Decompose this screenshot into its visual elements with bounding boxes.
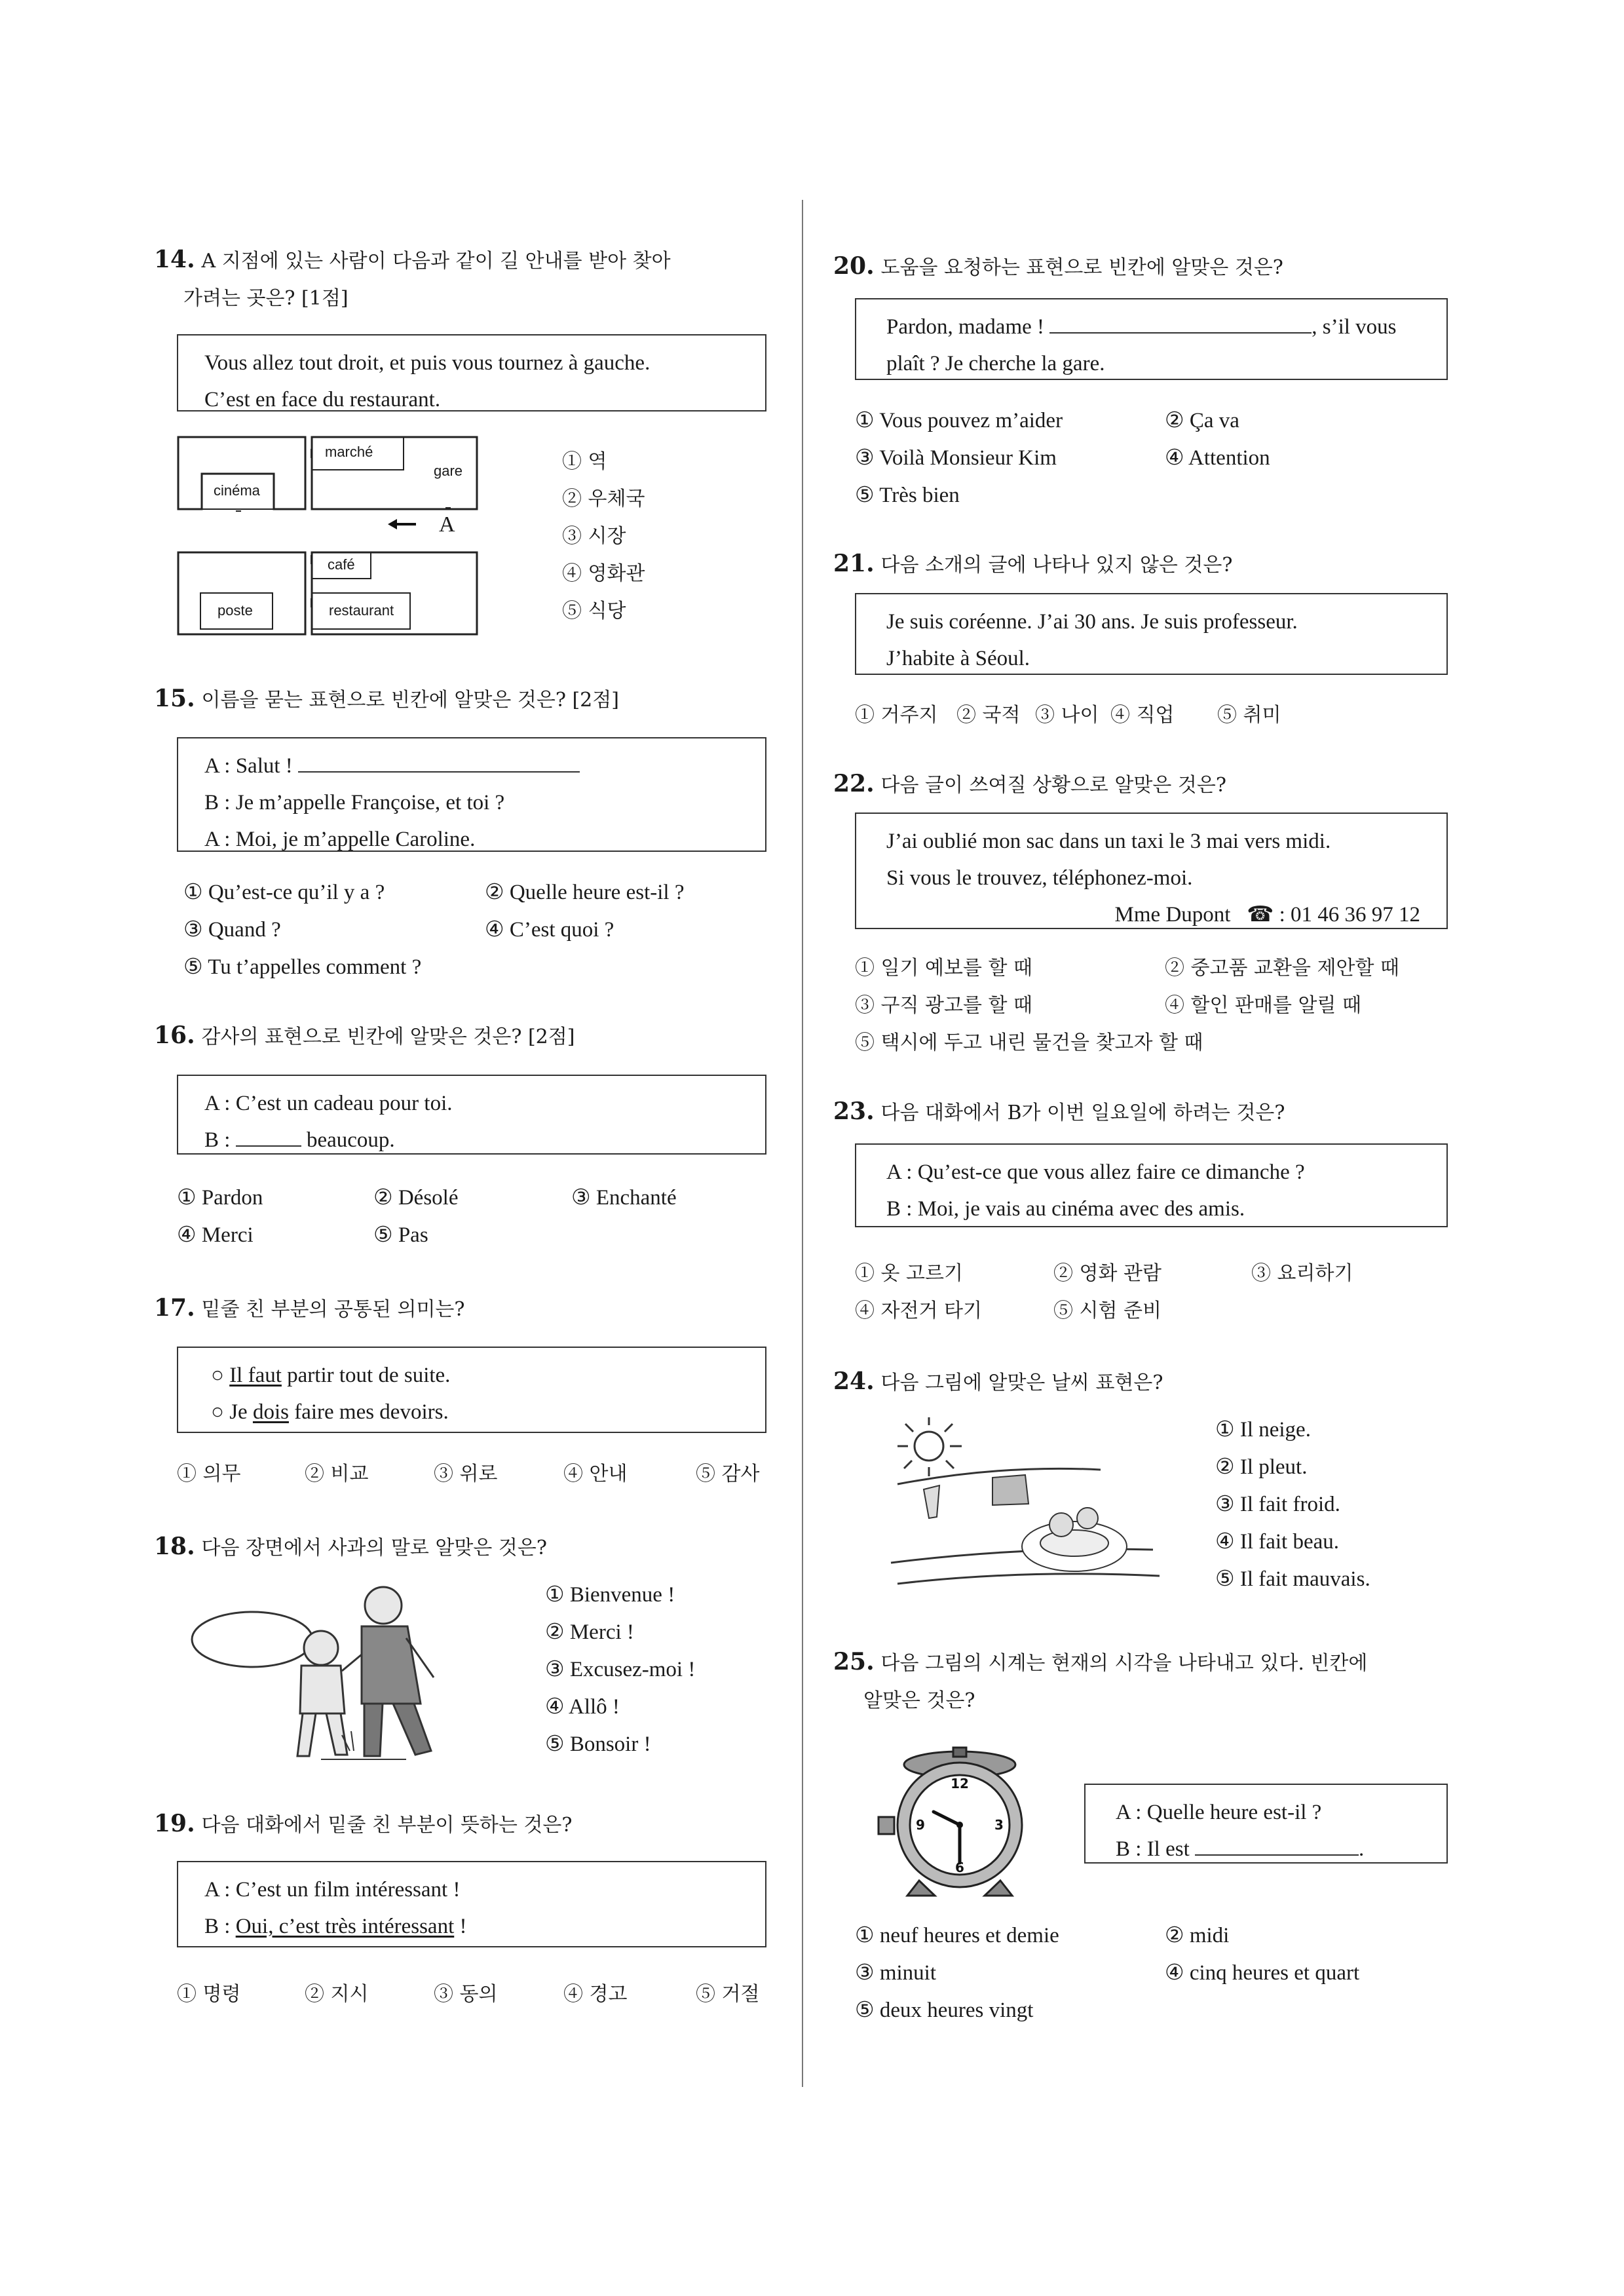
speaker: B : — [204, 1128, 236, 1152]
speaker: B : — [886, 1197, 918, 1221]
question-text: 다음 글이 쓰여질 상황으로 알맞은 것은? — [880, 774, 1226, 797]
question-25 — [833, 1643, 1367, 1682]
question-text-cont: 알맞은 것은? — [863, 1689, 975, 1712]
question-text: 다음 그림의 시계는 현재의 시각을 나타내고 있다. 빈칸에 — [880, 1652, 1368, 1675]
option-5[interactable]: ⑤ Tu t’appelles comment ? — [183, 955, 422, 979]
question-text: A 지점에 있는 사람이 다음과 같이 길 안내를 받아 찾아 — [201, 250, 671, 273]
option-1[interactable]: ① Bienvenue ! — [545, 1583, 675, 1607]
question-number: 20. — [833, 252, 875, 280]
speaker: B : — [204, 791, 236, 814]
question-20 — [833, 248, 1283, 286]
sentence-post: partir tout de suite. — [281, 1364, 451, 1387]
option-5[interactable]: ⑤ Il fait mauvais. — [1215, 1567, 1370, 1591]
question-number: 14. — [154, 246, 195, 273]
question-number: 17. — [154, 1294, 195, 1322]
box-line: Vous allez tout droit, et puis vous tournez à gauche. — [204, 351, 651, 375]
dialog-line — [204, 1908, 739, 1945]
underlined-part: Oui, c’est très intéressant — [235, 1915, 455, 1938]
box-line: J’habite à Séoul. — [886, 647, 1030, 670]
apology-illustration — [190, 1579, 472, 1769]
question-19 — [154, 1805, 572, 1844]
option-1[interactable]: ① Qu’est-ce qu’il y a ? — [183, 881, 385, 904]
option-5[interactable]: ⑤ Pas — [373, 1223, 428, 1247]
option-4[interactable]: ④ Allô ! — [545, 1695, 620, 1719]
clock-graphic — [861, 1746, 1025, 1900]
option-5[interactable]: ⑤ 택시에 두고 내린 물건을 찾고자 할 때 — [855, 1031, 1203, 1054]
box-line: plaît ? Je cherche la gare. — [886, 352, 1105, 375]
option-3[interactable]: ③ Il fait froid. — [1215, 1493, 1340, 1516]
answer-blank — [298, 752, 580, 773]
answer-blank — [1195, 1835, 1359, 1856]
option-5[interactable]: ⑤ 취미 — [1217, 704, 1281, 727]
option-3[interactable]: ③ 요리하기 — [1251, 1262, 1353, 1285]
bullet: ○ — [211, 1364, 224, 1387]
question-number: 23. — [833, 1098, 875, 1125]
dialog-line — [1116, 1794, 1420, 1831]
blank-end: . — [1359, 1837, 1365, 1861]
option-5[interactable]: ⑤ 시험 준비 — [1053, 1299, 1161, 1322]
question-text: 이름을 묻는 표현으로 빈칸에 알맞은 것은? [2점] — [201, 689, 619, 712]
intro-box — [855, 593, 1448, 675]
option-5[interactable]: ⑤ 감사 — [696, 1463, 760, 1485]
question-text: 밑줄 친 부분의 공통된 의미는? — [201, 1298, 465, 1321]
box-line: Je suis coréenne. J’ai 30 ans. Je suis professeur. — [886, 610, 1298, 634]
question-text: 다음 대화에서 B가 이번 일요일에 하려는 것은? — [880, 1101, 1285, 1124]
dialog-text: C’est un cadeau pour toi. — [235, 1092, 453, 1115]
option-4[interactable]: ④ 자전거 타기 — [855, 1299, 982, 1322]
option-3[interactable]: ③ minuit — [855, 1961, 937, 1985]
dialog-text: Moi, je m’appelle Caroline. — [235, 828, 476, 851]
option-1[interactable]: ① 의무 — [177, 1463, 241, 1485]
dialog-line — [204, 1871, 739, 1908]
option-4[interactable]: ④ 할인 판매를 알릴 때 — [1165, 994, 1361, 1017]
clock-number-9: 9 — [916, 1817, 925, 1833]
option-3[interactable]: ③ 동의 — [434, 1983, 498, 2006]
clock-number-12: 12 — [951, 1776, 969, 1791]
option-1[interactable]: ① Il neige. — [1215, 1418, 1311, 1442]
sentence-line — [211, 1357, 739, 1394]
option-2[interactable]: ② Il pleut. — [1215, 1455, 1308, 1479]
dialog-text: Qu’est-ce que vous allez faire ce dimanche ? — [917, 1160, 1305, 1184]
question-17 — [154, 1290, 465, 1328]
question-14 — [154, 241, 671, 280]
box-line: C’est en face du restaurant. — [204, 388, 441, 411]
option-1[interactable]: ① 명령 — [177, 1983, 241, 2006]
instruction-box — [177, 334, 766, 411]
underlined-part: Il faut — [229, 1364, 282, 1387]
underlined-part: dois — [252, 1400, 289, 1424]
phone-number: : 01 46 36 97 12 — [1274, 903, 1420, 927]
option-1[interactable]: ① 거주지 — [855, 704, 938, 727]
option-2[interactable]: ② 국적 — [956, 704, 1021, 727]
dialog-line — [886, 1154, 1420, 1191]
option-4[interactable]: ④ C’est quoi ? — [485, 918, 614, 942]
option-4[interactable]: ④ Merci — [177, 1223, 254, 1247]
option-2[interactable]: ② Merci ! — [545, 1620, 634, 1644]
dialog-line — [204, 821, 739, 858]
dialog-text: Moi, je vais au cinéma avec des amis. — [917, 1197, 1245, 1221]
option-3[interactable]: ③ Enchanté — [571, 1186, 677, 1210]
option-3[interactable]: ③ 시장 — [562, 525, 626, 548]
weather-illustration — [871, 1412, 1173, 1599]
question-24 — [833, 1363, 1163, 1402]
map-label-a: A — [439, 512, 455, 537]
sentence-pre: Je — [229, 1400, 253, 1424]
map-label-poste: poste — [217, 602, 253, 619]
clock-number-3: 3 — [994, 1817, 1004, 1833]
option-4[interactable]: ④ 경고 — [563, 1983, 628, 2006]
sentence-line — [211, 1394, 739, 1430]
dialog-text: Quelle heure est-il ? — [1146, 1801, 1322, 1824]
option-4[interactable]: ④ Il fait beau. — [1215, 1530, 1340, 1554]
phone-icon: ☎ — [1247, 903, 1274, 927]
option-1[interactable]: ① Pardon — [177, 1186, 263, 1210]
speaker: A : — [204, 828, 236, 851]
option-5[interactable]: ⑤ 식당 — [562, 600, 626, 622]
dialog-box — [855, 1143, 1448, 1227]
option-2[interactable]: ② midi — [1165, 1924, 1230, 1947]
street-map — [177, 436, 478, 636]
option-2[interactable]: ② 영화 관람 — [1053, 1262, 1161, 1285]
dialog-text: C’est un film intéressant ! — [235, 1878, 461, 1902]
option-4[interactable]: ④ 영화관 — [562, 562, 645, 585]
option-5[interactable]: ⑤ Très bien — [855, 484, 960, 507]
option-3[interactable]: ③ 나이 — [1035, 704, 1099, 727]
signature: Mme Dupont — [1114, 903, 1231, 927]
signature-line — [886, 896, 1420, 933]
dialog-line — [204, 748, 739, 784]
option-1[interactable]: ① 일기 예보를 할 때 — [855, 957, 1033, 980]
map-label-cafe: café — [328, 556, 355, 573]
question-21 — [833, 545, 1232, 584]
dialog-text: ! — [454, 1915, 467, 1938]
illustration-graphic — [190, 1579, 472, 1769]
question-text: 감사의 표현으로 빈칸에 알맞은 것은? [2점] — [201, 1025, 575, 1048]
option-4[interactable]: ④ Attention — [1165, 446, 1270, 470]
dialog-text: Il est — [1146, 1837, 1196, 1861]
box-line — [886, 309, 1420, 345]
dialog-box — [177, 1861, 766, 1947]
dialog-line — [204, 1085, 739, 1122]
option-4[interactable]: ④ 직업 — [1110, 704, 1175, 727]
map-label-marche: marché — [325, 444, 373, 460]
question-text: 도움을 요청하는 표현으로 빈칸에 알맞은 것은? — [880, 256, 1283, 279]
request-box — [855, 298, 1448, 380]
dialog-box — [177, 737, 766, 852]
option-1[interactable]: ① Vous pouvez m’aider — [855, 409, 1063, 432]
question-text: 다음 장면에서 사과의 말로 알맞은 것은? — [201, 1537, 547, 1559]
option-3[interactable]: ③ 구직 광고를 할 때 — [855, 994, 1033, 1017]
option-4[interactable]: ④ 안내 — [563, 1463, 628, 1485]
speaker: A : — [204, 1092, 236, 1115]
clock-number-6: 6 — [955, 1860, 964, 1875]
question-number: 18. — [154, 1533, 195, 1560]
option-2[interactable]: ② Quelle heure est-il ? — [485, 881, 685, 904]
question-number: 15. — [154, 685, 195, 712]
option-2[interactable]: ② 우체국 — [562, 488, 645, 510]
option-1[interactable]: ① 옷 고르기 — [855, 1262, 963, 1285]
option-5[interactable]: ⑤ 거절 — [696, 1983, 760, 2006]
sentence-box — [177, 1347, 766, 1433]
option-5[interactable]: ⑤ deux heures vingt — [855, 1999, 1034, 2022]
option-2[interactable]: ② 지시 — [305, 1983, 369, 2006]
box-text: Pardon, madame ! — [886, 315, 1050, 339]
illustration-graphic — [871, 1412, 1173, 1599]
option-2[interactable]: ② Ça va — [1165, 409, 1239, 432]
dialog-text: Salut ! — [235, 754, 299, 778]
question-number: 22. — [833, 770, 875, 797]
option-3[interactable]: ③ Voilà Monsieur Kim — [855, 446, 1057, 470]
option-1[interactable]: ① 역 — [562, 450, 607, 473]
column-divider — [802, 200, 803, 2087]
dialog-line — [1116, 1831, 1420, 1867]
option-3[interactable]: ③ Excusez-moi ! — [545, 1658, 696, 1681]
option-2[interactable]: ② Désolé — [373, 1186, 459, 1210]
dialog-line — [204, 1122, 739, 1158]
map-label-restaurant: restaurant — [329, 602, 394, 619]
question-15 — [154, 680, 619, 719]
option-4[interactable]: ④ cinq heures et quart — [1165, 1961, 1360, 1985]
question-23 — [833, 1093, 1285, 1132]
box-line: J’ai oublié mon sac dans un taxi le 3 mai vers midi. — [886, 830, 1331, 853]
question-text: 다음 그림에 알맞은 날씨 표현은? — [880, 1371, 1163, 1394]
question-22 — [833, 765, 1226, 804]
option-3[interactable]: ③ Quand ? — [183, 918, 281, 942]
speaker: A : — [204, 754, 236, 778]
dialog-line — [886, 1191, 1420, 1227]
speaker: B : — [1116, 1837, 1147, 1861]
speaker: A : — [1116, 1801, 1147, 1824]
note-box — [855, 813, 1448, 929]
dialog-text: beaucoup. — [301, 1128, 395, 1152]
option-2[interactable]: ② 비교 — [305, 1463, 369, 1485]
box-line: Si vous le trouvez, téléphonez-moi. — [886, 866, 1193, 890]
dialog-line — [204, 784, 739, 821]
map-label-gare: gare — [434, 463, 463, 479]
speaker: A : — [886, 1160, 918, 1184]
option-3[interactable]: ③ 위로 — [434, 1463, 498, 1485]
option-5[interactable]: ⑤ Bonsoir ! — [545, 1732, 651, 1756]
answer-blank — [236, 1126, 301, 1147]
question-text: 다음 소개의 글에 나타나 있지 않은 것은? — [880, 554, 1233, 577]
sentence-post: faire mes devoirs. — [288, 1400, 449, 1424]
dialog-box — [177, 1075, 766, 1155]
speaker: A : — [204, 1878, 236, 1902]
dialog-text: Je m’appelle Françoise, et toi ? — [235, 791, 505, 814]
alarm-clock — [861, 1746, 1025, 1900]
question-number: 25. — [833, 1648, 875, 1675]
option-2[interactable]: ② 중고품 교환을 제안할 때 — [1165, 957, 1399, 980]
bullet: ○ — [211, 1400, 224, 1424]
dialog-box — [1084, 1784, 1448, 1864]
map-label-cinema: cinéma — [214, 482, 260, 499]
speaker: B : — [204, 1915, 236, 1938]
question-18 — [154, 1528, 547, 1567]
question-number: 16. — [154, 1022, 195, 1049]
answer-blank — [1049, 313, 1312, 334]
question-number: 19. — [154, 1810, 195, 1837]
question-text-cont: 가려는 곳은? [1점] — [183, 287, 349, 310]
question-number: 21. — [833, 550, 875, 577]
option-1[interactable]: ① neuf heures et demie — [855, 1924, 1059, 1947]
question-16 — [154, 1017, 575, 1056]
box-text: , s’il vous — [1312, 315, 1397, 339]
question-text: 다음 대화에서 밑줄 친 부분이 뜻하는 것은? — [201, 1814, 573, 1837]
question-number: 24. — [833, 1368, 875, 1395]
